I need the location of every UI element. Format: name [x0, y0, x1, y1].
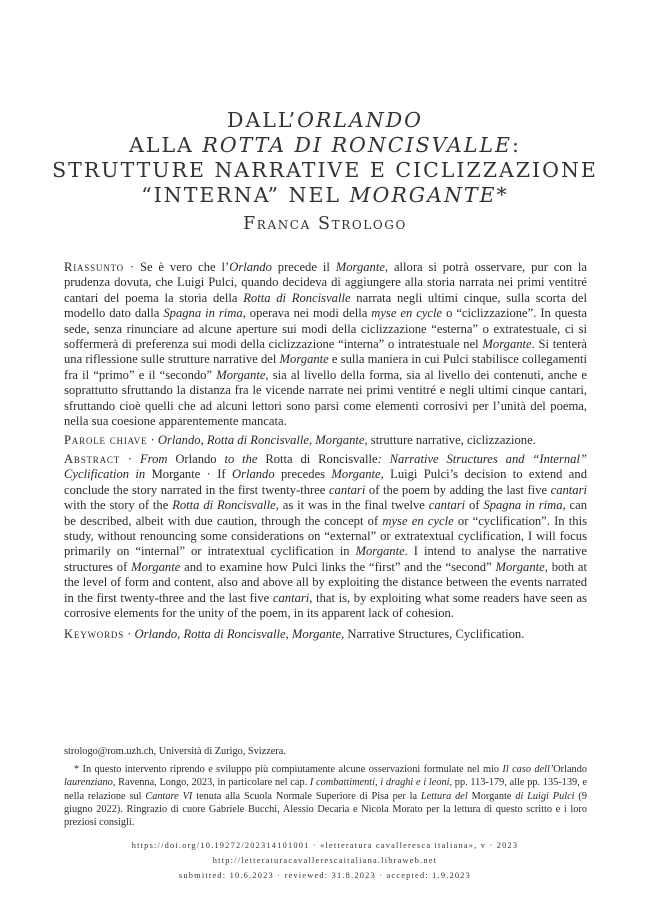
body-text: precedes: [274, 467, 332, 482]
title-text: “INTERNA” NEL: [141, 183, 350, 207]
italic-text: Morgante: [131, 559, 181, 574]
doi-journal-line: https://doi.org/10.19272/202314101001 · «letteratura cavalleresca italiana», v · 2023: [131, 841, 519, 850]
italic-text: Orlando, Rotta di Roncisvalle, Morgante: [157, 433, 365, 447]
italic-text: to the: [224, 452, 258, 466]
author-affiliation: strologo@rom.uzh.ch, Università di Zurigo, Svizzera.: [64, 746, 286, 757]
keywords-paragraph: [64, 627, 587, 642]
footnote-text: , Ravenna, Longo, 2023, in particolare nel cap.: [112, 777, 310, 789]
body-text: , sia al livello della forma, sia al livello dei contenuti, anche e soprattutto sfruttando la distanza fra le vicende narrate nei primi ventitré e negli ultimi cinque cantari, sfruttando cioè quelli che ad alcuni lettori sono parsi come elementi corrosivi per l’unità del poema, nella sua coesione apparentemente mancata.: [64, 367, 587, 429]
italic-text: Morgante: [495, 559, 545, 574]
italic-text: From: [139, 452, 168, 466]
body-text: Rotta di Roncisvalle: [257, 452, 378, 466]
title-text: DALL’: [227, 108, 298, 132]
body-text: o “ciclizzazione”. In questa sede, senza rinunciare ad alcune aperture sui modi della ciclizzazione “esterna” o extratestuale, ci si soffermerà di preferenza sui modi della ciclizzazione “interna” o intratestuale nel: [64, 306, 587, 352]
italic-text: Morgante: [279, 352, 329, 367]
footnote-italic: Lettura del: [420, 790, 468, 802]
footnote-text: (9 giugno 2022). Ringrazio di cuore Gabriele Bucchi, Alessio Decaria e Nicola Morato per la lettura di questo scritto e i loro preziosi consigli.: [64, 790, 587, 829]
section-label: Parole chiave: [64, 433, 148, 447]
footnote-italic: laurenziano: [64, 777, 113, 789]
footnote-marker: *: [496, 183, 509, 207]
body-text: , that is, by exploiting what some readers have seen as corrosive elements for the unity of the poem, in its apparent lack of cohesion.: [64, 590, 588, 621]
title-text: :: [512, 133, 521, 157]
review-dates: submitted: 10.6.2023 · reviewed: 31.8.2023 · accepted: 1.9.2023: [178, 871, 472, 880]
italic-text: Spagna in rima: [163, 306, 243, 321]
body-text: , allora si potrà osservare, pur con la prudenza dovuta, che Luigi Pulci, quando decideva di aggiungere alla storia narrata nei primi ventitré cantari del poema la storia della: [64, 260, 587, 305]
italic-text: Rotta di Roncisvalle: [243, 290, 351, 305]
body-text: and to examine how Pulci links the “first” and the “second”: [180, 559, 496, 574]
italic-text: myse en cycle: [371, 306, 443, 321]
body-text: Morgante · If: [145, 467, 232, 482]
footnote-star: [64, 763, 587, 829]
footnote-text: * In questo intervento riprendo e sviluppo più compiutamente alcune osservazioni formulate nel mio: [74, 764, 503, 776]
title-italic: MORGANTE: [349, 183, 497, 207]
italic-text: myse en cycle: [382, 513, 454, 528]
body-text: of the poem by adding the last five: [365, 482, 551, 497]
italic-text: cantari: [428, 498, 466, 513]
body-text: e sulla maniera in cui Pulci stabilisce collegamenti fra il “primo” e il “secondo”: [64, 352, 587, 382]
body-text: Se è vero che l’: [139, 260, 230, 274]
title-line-3: STRUTTURE NARRATIVE E CICLIZZAZIONE: [52, 158, 598, 182]
italic-text: Orlando: [231, 467, 275, 482]
italic-text: cantari: [550, 482, 588, 497]
body-text: Orlando: [167, 452, 225, 466]
italic-text: Orlando: [229, 260, 272, 274]
title-line-1: [40, 108, 610, 133]
footnote-italic: di Luigi Pulci: [515, 790, 575, 802]
italic-text: cantari: [272, 590, 310, 605]
separator: ·: [120, 452, 140, 466]
title-line-2: [40, 133, 610, 158]
body-text: . I intend to analyse the narrative structures of: [64, 544, 588, 574]
separator: ·: [124, 627, 135, 641]
body-text: , Luigi Pulci’s decision to extend and conclude the story narrated in the first twenty-three: [64, 467, 587, 497]
journal-url: http://letteraturacavallerescaitaliana.libraweb.net: [212, 856, 438, 865]
body-text: , strutture narrative, ciclizzazione.: [364, 433, 536, 447]
title-text: ALLA: [129, 133, 203, 157]
section-label: Abstract: [64, 452, 121, 466]
italic-text: Morgante: [335, 260, 385, 274]
footnote-italic: Il caso dell’: [502, 764, 554, 776]
section-label: Riassunto: [64, 260, 124, 274]
parole-chiave-paragraph: [64, 433, 587, 448]
body-text: , Narrative Structures, Cyclification.: [341, 627, 525, 641]
italic-text: Morgante: [216, 367, 266, 382]
footnote-text: tenuta alla Scuola Normale Superiore di Pisa per la: [192, 790, 421, 802]
italic-text: Morgante: [331, 467, 381, 482]
body-text: , can be described, albeit with due caution, through the concept of: [64, 498, 587, 528]
italic-text: Orlando, Rotta di Roncisvalle, Morgante: [134, 627, 342, 641]
italic-text: : Narrative Structures and “Internal” Cyclification in: [64, 452, 587, 482]
footnote-text: Orlando: [553, 764, 587, 776]
body-text: of: [465, 498, 484, 513]
footnote-italic: I combattimenti, i draghi e i leoni: [309, 777, 450, 789]
footnote-italic: Cantare VI: [145, 790, 193, 802]
body-text: narrata negli ultimi cinque, sulla scorta del modello dato dalla: [64, 290, 587, 321]
title-italic: ROTTA DI RONCISVALLE: [202, 133, 513, 157]
section-label: Keywords: [64, 627, 124, 641]
italic-text: Morgante: [355, 544, 405, 559]
footnote-text: Morgante: [467, 790, 516, 802]
title-italic: ORLANDO: [297, 108, 423, 132]
body-text: precede il: [271, 260, 336, 274]
abstract-paragraph: [64, 452, 587, 621]
body-text: , both at the level of form and content, also and above all by exploiting the distance between the events narrated in the first twenty-three and the last five: [64, 559, 587, 605]
body-text: or “cyclification”. In this study, without renouncing some considerations on “external” or extratextual cyclification, I will focus primarily on “internal” or intratextual cyclification in: [64, 513, 588, 559]
italic-text: Morgante: [482, 337, 532, 352]
footnotes: [64, 745, 587, 829]
author-name: [0, 214, 650, 234]
italic-text: cantari: [328, 482, 366, 497]
body-text: , operava nei modi della: [242, 306, 372, 321]
body-text: . Si tenterà una riflessione sulle strutture narrative del: [64, 337, 587, 367]
italic-text: Spagna in rima: [483, 498, 563, 513]
body-text: , as it was in the final twelve: [275, 498, 429, 513]
separator: ·: [147, 433, 158, 447]
body-text: with the story of the: [64, 498, 173, 513]
riassunto-paragraph: [64, 260, 587, 429]
footnote-text: , pp. 113-179, alle pp. 135-139, e nella relazione sul: [64, 777, 587, 802]
title-line-4: [40, 183, 610, 208]
italic-text: Rotta di Roncisvalle: [172, 498, 276, 513]
article-title: [40, 108, 610, 208]
separator: ·: [123, 260, 140, 274]
author-text: Franca Strologo: [243, 214, 407, 234]
